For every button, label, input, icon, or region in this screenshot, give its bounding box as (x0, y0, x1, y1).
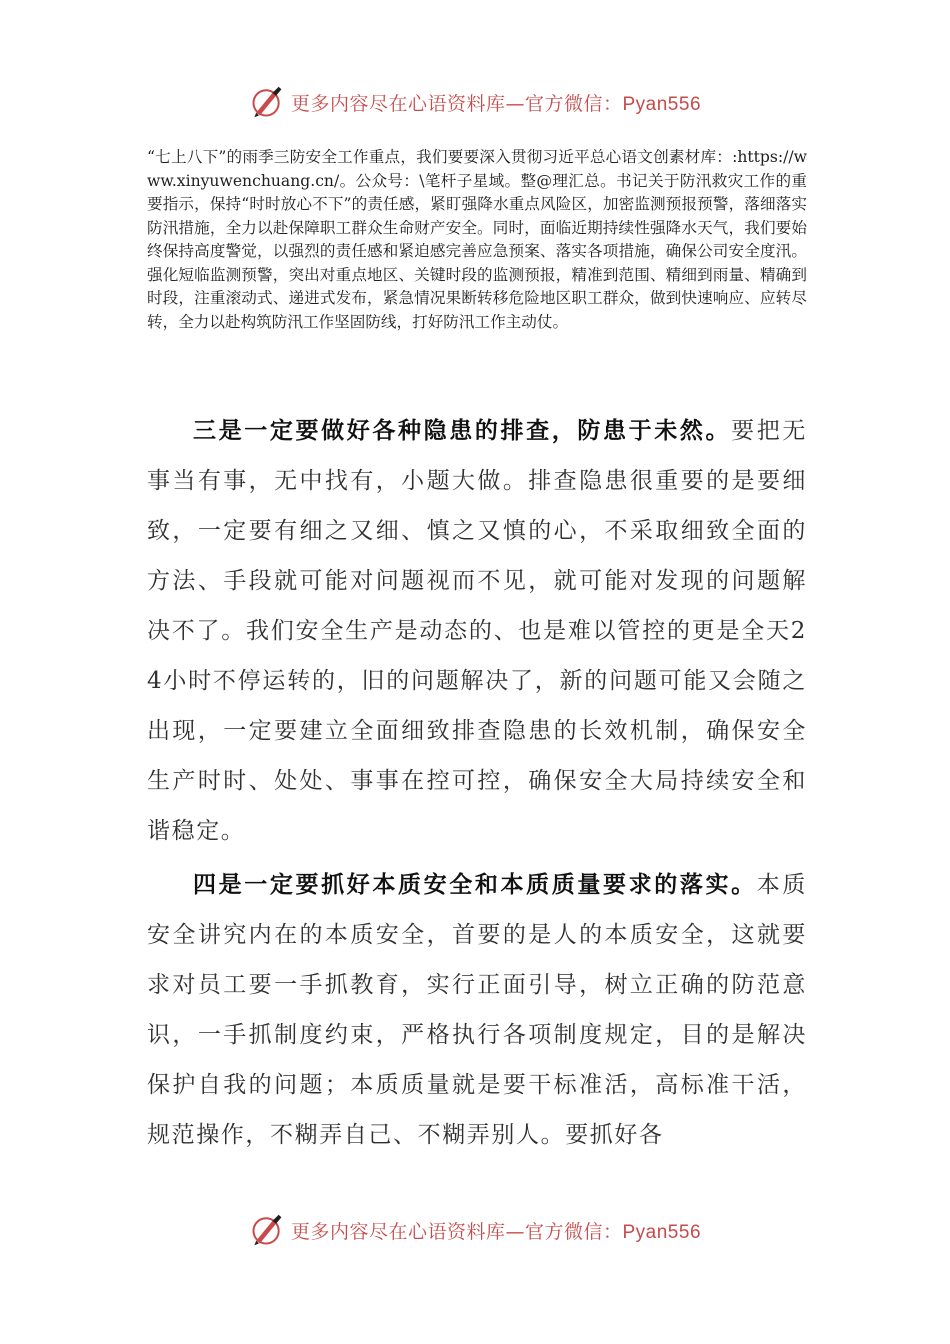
wechat-id: Pyan556 (622, 93, 702, 115)
pen-logo-icon (249, 84, 285, 120)
section-three-lead: 三是一定要做好各种隐患的排查，防患于未然。 (193, 417, 732, 444)
intro-paragraph: “七上八下”的雨季三防安全工作重点，我们要要深入贯彻习近平总心语文创素材库：:https://www.xinyuwenchuang.cn/。公众号：\笔杆子星域。整@理汇总。书记关于防汛救灾工作的重要指示，保持“时时放心不下”的责任感，紧盯强降水重点风险区，加密监测预报预警，落细落实防汛措施，全力以赴保障职工群众生命财产安全。同时，面临近期持续性强降水天气，我们要始终保持高度警觉，以强烈的责任感和紧迫感完善应急预案、落实各项措施，确保公司安全度汛。强化短临监测预警，突出对重点地区、关键时段的监测预报，精准到范围、精细到雨量、精确到时段，注重滚动式、递进式发布，紧急情况果断转移危险地区职工群众，做到快速响应、应转尽转，全力以赴构筑防汛工作坚固防线，打好防汛工作主动仗。 (147, 148, 807, 331)
banner-text: 更多内容尽在心语资料库—官方微信：Pyan556 (290, 1220, 702, 1243)
footer-banner (0, 1210, 950, 1250)
pen-logo-icon (249, 1212, 285, 1248)
banner-text: 更多内容尽在心语资料库—官方微信：Pyan556 (290, 92, 702, 115)
section-four-body: 本质安全讲究内在的本质安全，首要的是人的本质安全，这就要求对员工要一手抓教育，实行正面引导，树立正确的防范意识，一手抓制度约束，严格执行各项制度规定，目的是解决保护自我的问题；本质质量就是要干标准活，高标准干活，规范操作，不糊弄自己、不糊弄别人。要抓好各 (147, 872, 808, 1148)
header-banner (0, 82, 950, 122)
section-four-paragraph (147, 860, 807, 1160)
intro-section (147, 146, 807, 334)
section-four-lead: 四是一定要抓好本质安全和本质质量要求的落实。 (193, 871, 757, 898)
section-three (147, 406, 807, 856)
section-three-paragraph (147, 406, 807, 856)
section-four (147, 860, 807, 1160)
wechat-id: Pyan556 (622, 1221, 702, 1243)
section-three-body: 要把无事当有事，无中找有，小题大做。排查隐患很重要的是要细致，一定要有细之又细、慎之又慎的心，不采取细致全面的方法、手段就可能对问题视而不见，就可能对发现的问题解决不了。我们安全生产是动态的、也是难以管控的更是全天24小时不停运转的，旧的问题解决了，新的问题可能又会随之出现，一定要建立全面细致排查隐患的长效机制，确保安全生产时时、处处、事事在控可控，确保安全大局持续安全和谐稳定。 (147, 418, 807, 844)
